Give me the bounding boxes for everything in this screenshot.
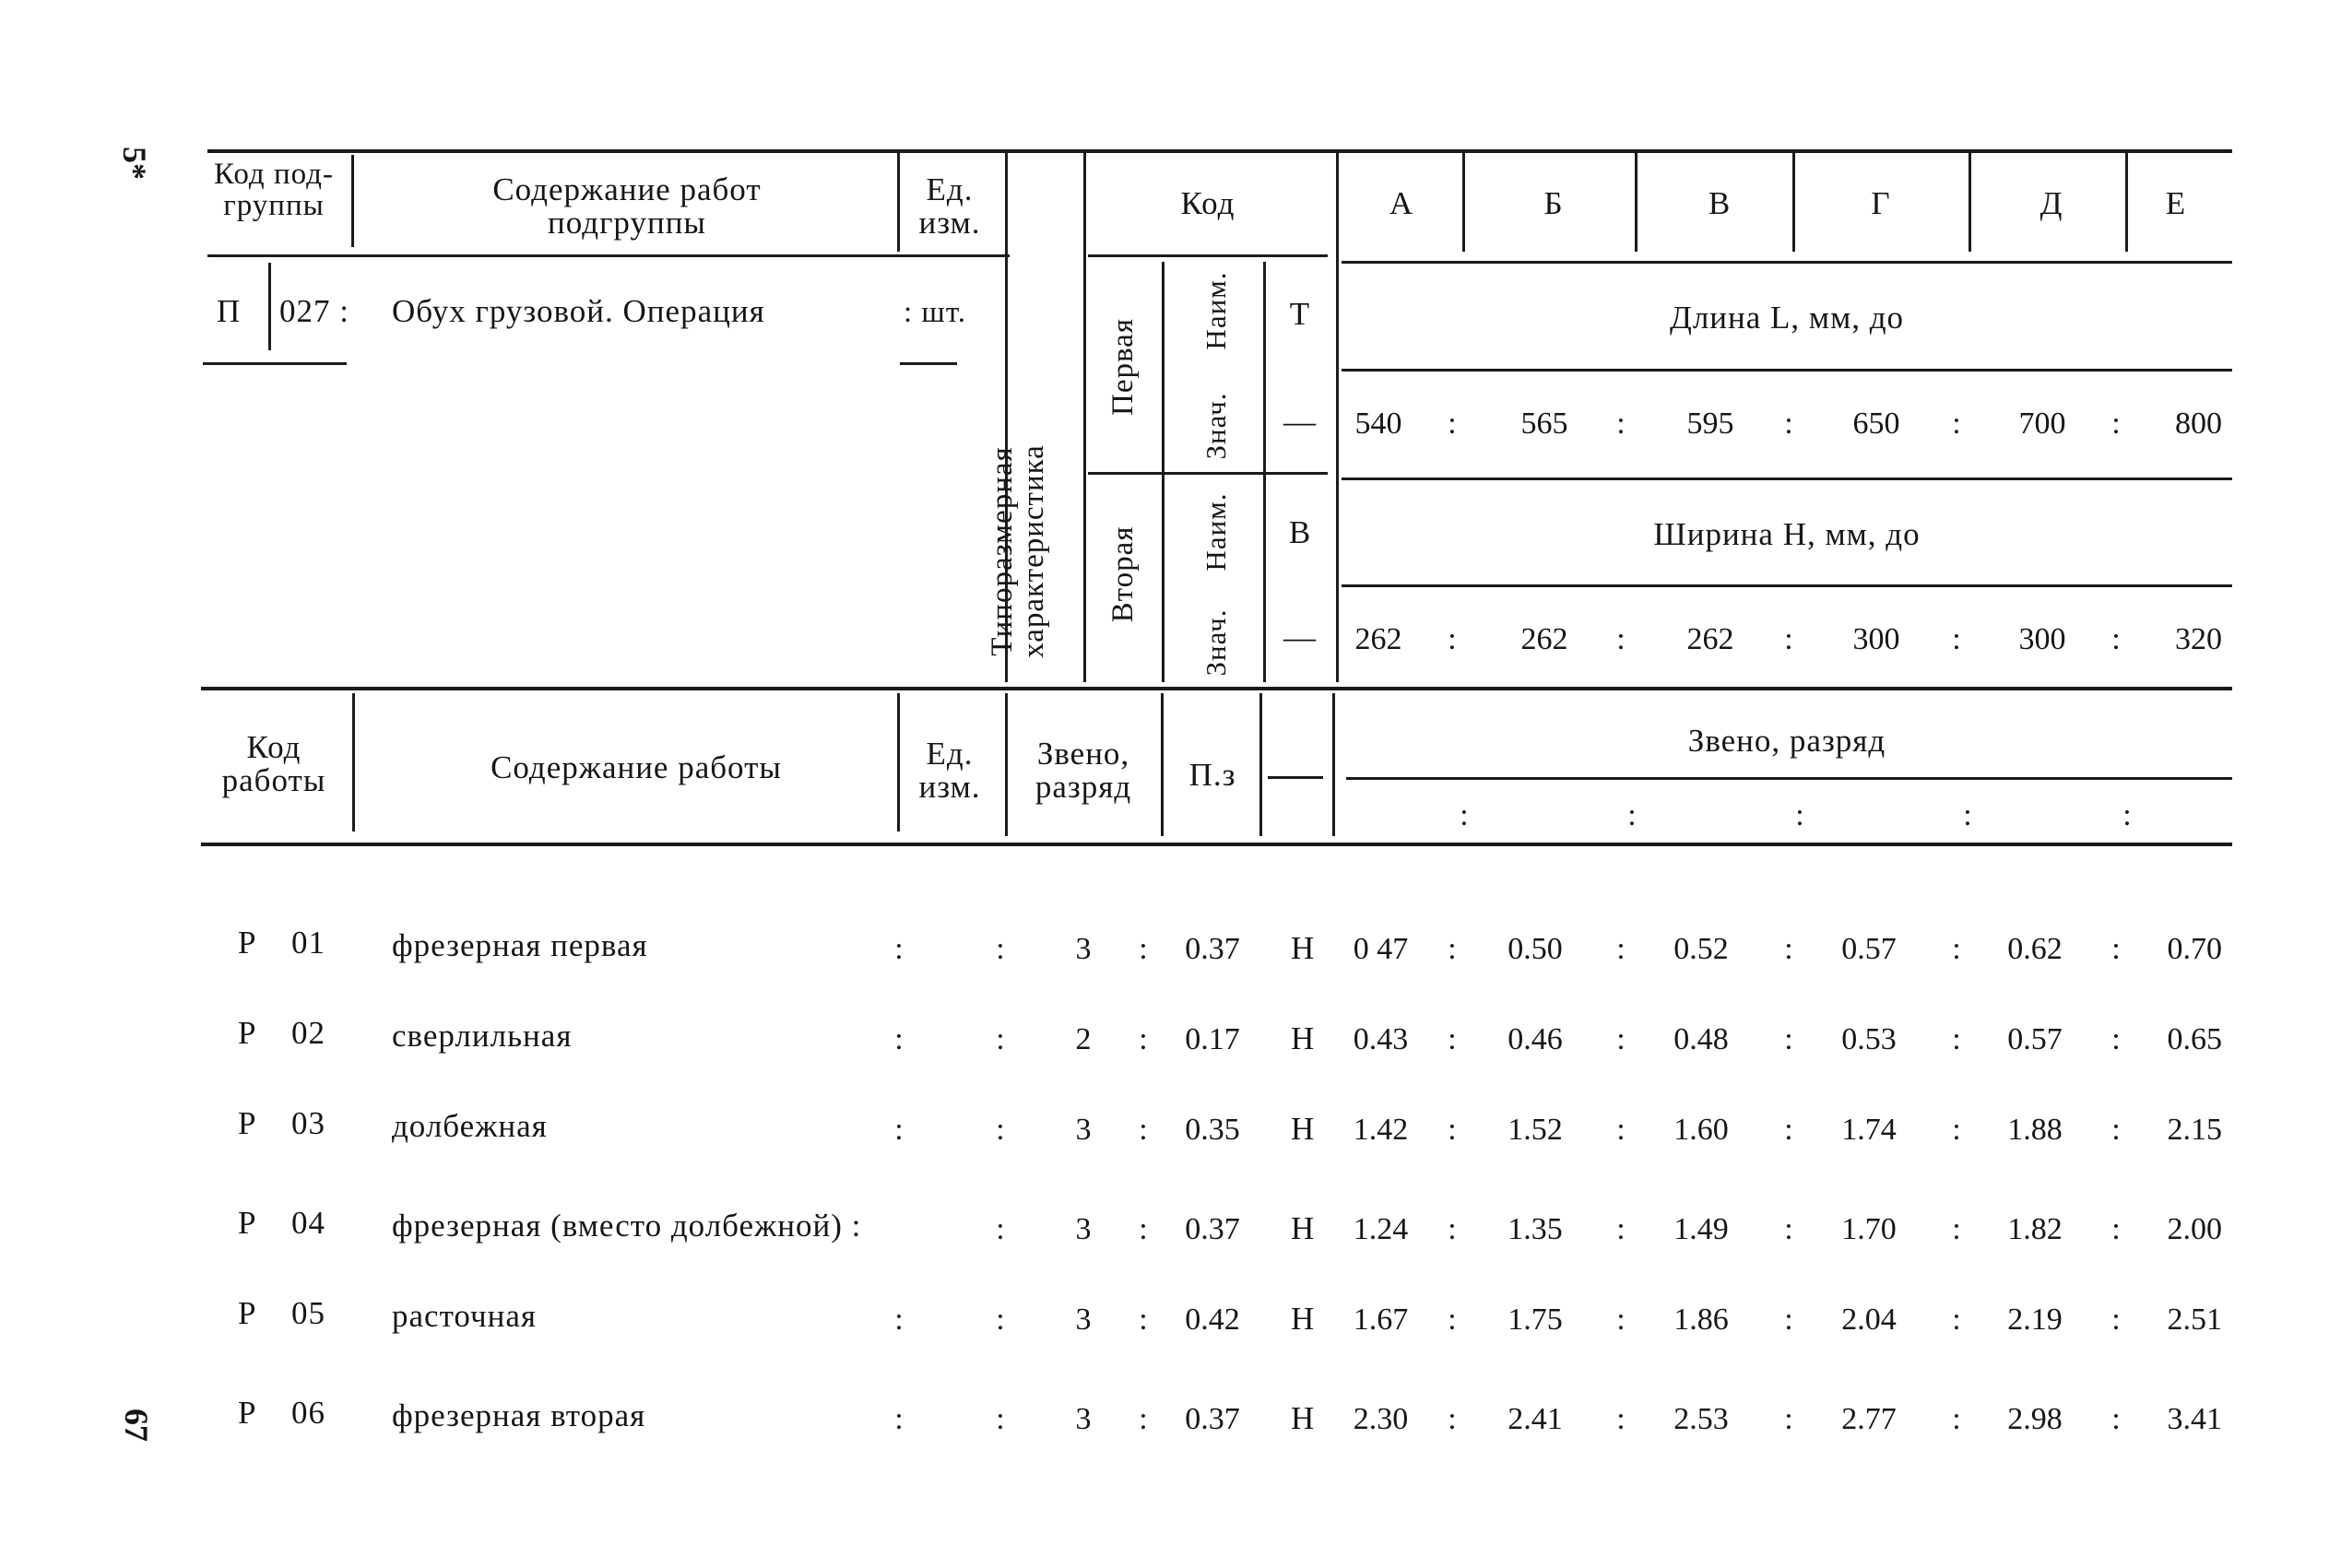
first-code-t: Т (1289, 296, 1311, 332)
subgroup-number: 027 : (279, 293, 349, 329)
second-value-mark: — (1283, 619, 1317, 655)
row-sep-1: : (1448, 932, 1457, 966)
vline-content-unit (897, 152, 900, 252)
page-marker-top: 5* (116, 147, 153, 180)
row-sep-5: : (2111, 1303, 2121, 1337)
row-sep-3: : (1784, 932, 1793, 966)
row-sep-1: : (1448, 1113, 1457, 1147)
row-pz: 0.37 (1185, 932, 1240, 966)
row-sep-1: : (1448, 1022, 1457, 1056)
label-first-name: Наим. (1200, 271, 1232, 350)
row-grade: 3 (1075, 1113, 1092, 1147)
length-value-b: 565 (1520, 407, 1568, 441)
row-sep-3: : (1784, 1113, 1793, 1147)
rule-work-header-top (201, 687, 2232, 690)
row-sep-1: : (1448, 1212, 1457, 1246)
row-sep-2: : (1616, 1402, 1626, 1436)
row-value-4: 0.53 (1841, 1022, 1897, 1056)
column-letter-v: В (1708, 185, 1732, 221)
width-sep-2: : (1616, 622, 1626, 656)
row-sep-3: : (1784, 1022, 1793, 1056)
vline-code-content (351, 155, 354, 247)
width-value-g: 300 (1852, 622, 1900, 656)
header-content-work: Содержание работы (491, 749, 782, 785)
row-sep-2: : (1616, 932, 1626, 966)
row-value-5: 2.19 (2007, 1303, 2063, 1337)
row-value-1: 0.43 (1353, 1022, 1409, 1056)
row-value-3: 1.86 (1673, 1303, 1729, 1337)
row-value-1: 1.42 (1353, 1113, 1409, 1147)
row-sep-name: : (894, 932, 904, 966)
row-grade: 3 (1075, 932, 1092, 966)
row-value-6: 0.65 (2167, 1022, 2222, 1056)
length-value-d: 700 (2018, 407, 2066, 441)
width-sep-1: : (1448, 622, 1457, 656)
length-value-g: 650 (1852, 407, 1900, 441)
row-value-4: 2.77 (1841, 1402, 1897, 1436)
row-value-6: 0.70 (2167, 932, 2222, 966)
row-sep-name: : (894, 1113, 904, 1147)
row-sep-unit: : (996, 1303, 1005, 1337)
hdr-sep-1: : (1460, 798, 1469, 832)
rule-top (207, 149, 2232, 153)
row-sep-2: : (1616, 1303, 1626, 1337)
row-grade: 3 (1075, 1303, 1092, 1337)
row-number: 05 (291, 1295, 325, 1331)
rule-under-kod (1088, 254, 1328, 257)
row-name: фрезерная вторая (392, 1397, 646, 1433)
rule-work-header-bottom (201, 843, 2232, 846)
label-second-name: Наим. (1200, 492, 1232, 572)
rule-under-letters (1342, 261, 2232, 264)
row-letter: Р (238, 1105, 257, 1141)
vline-first-name (1162, 262, 1165, 682)
width-sep-5: : (2111, 622, 2121, 656)
width-value-d: 300 (2018, 622, 2066, 656)
label-second-value: Знач. (1200, 608, 1232, 677)
row-number: 03 (291, 1105, 325, 1141)
row-value-2: 0.46 (1507, 1022, 1563, 1056)
row-sep-unit: : (996, 1113, 1005, 1147)
row-value-3: 0.52 (1673, 932, 1729, 966)
header-code: Код (1180, 185, 1236, 221)
row-sep-grade: : (1139, 1402, 1148, 1436)
row-norm: Н (1291, 930, 1316, 966)
row-norm: Н (1291, 1020, 1316, 1056)
vline-w-code-content (352, 693, 355, 831)
row-sep-grade: : (1139, 1212, 1148, 1246)
row-letter: Р (238, 1205, 257, 1241)
row-norm: Н (1291, 1210, 1316, 1246)
row-sep-2: : (1616, 1113, 1626, 1147)
vline-w-n-values (1332, 693, 1335, 836)
row-letter: Р (238, 1395, 257, 1431)
rule-first-second (1088, 472, 1328, 475)
row-norm: Н (1291, 1400, 1316, 1436)
row-sep-1: : (1448, 1402, 1457, 1436)
vline-w-content-unit (897, 693, 900, 831)
row-sep-grade: : (1139, 1022, 1148, 1056)
row-sep-3: : (1784, 1402, 1793, 1436)
column-letter-d: Д (2040, 185, 2063, 221)
header-code-subgroup: Код под- группы (214, 158, 334, 222)
row-number: 01 (291, 925, 325, 961)
vline-letter-d-e (2125, 152, 2128, 252)
hdr-sep-5: : (2122, 798, 2132, 832)
row-sep-4: : (1952, 1402, 1961, 1436)
row-value-3: 2.53 (1673, 1402, 1729, 1436)
row-sep-2: : (1616, 1022, 1626, 1056)
hdr-sep-3: : (1795, 798, 1804, 832)
vline-w-crew-pz (1161, 693, 1164, 836)
vline-w-pz-n (1259, 693, 1262, 836)
row-sep-unit: : (996, 932, 1005, 966)
row-sep-5: : (2111, 1113, 2121, 1147)
row-value-5: 1.88 (2007, 1113, 2063, 1147)
row-value-4: 0.57 (1841, 932, 1897, 966)
row-value-2: 0.50 (1507, 932, 1563, 966)
row-value-2: 1.35 (1507, 1212, 1563, 1246)
header-crew: Звено, разряд (1035, 736, 1132, 805)
length-value-a: 540 (1354, 407, 1402, 441)
row-value-2: 1.52 (1507, 1113, 1563, 1147)
vline-subgroup-split (268, 263, 271, 350)
column-letter-e: Е (2165, 185, 2187, 221)
row-number: 02 (291, 1015, 325, 1051)
header-pz: П.з (1188, 757, 1236, 793)
row-value-5: 1.82 (2007, 1212, 2063, 1246)
column-letter-a: А (1389, 185, 1414, 221)
subgroup-name: Обух грузовой. Операция (392, 293, 765, 329)
rule-width-values (1342, 584, 2232, 587)
row-pz: 0.17 (1185, 1022, 1240, 1056)
row-letter: Р (238, 1295, 257, 1331)
width-sep-4: : (1952, 622, 1961, 656)
row-grade: 3 (1075, 1212, 1092, 1246)
row-pz: 0.37 (1185, 1402, 1240, 1436)
row-value-4: 1.70 (1841, 1212, 1897, 1246)
rule-under-code-header (207, 254, 1010, 257)
row-value-2: 2.41 (1507, 1402, 1563, 1436)
row-value-6: 2.15 (2167, 1113, 2222, 1147)
length-label: Длина L, мм, до (1669, 300, 1905, 336)
row-letter: Р (238, 925, 257, 961)
row-sep-5: : (2111, 1022, 2121, 1056)
row-letter: Р (238, 1015, 257, 1051)
header-unit-work: Ед. изм. (918, 736, 981, 805)
row-value-4: 1.74 (1841, 1113, 1897, 1147)
first-value-mark: — (1283, 404, 1317, 440)
hdr-sep-2: : (1627, 798, 1637, 832)
vline-name-code (1263, 262, 1266, 682)
row-sep-4: : (1952, 1303, 1961, 1337)
row-value-3: 1.60 (1673, 1113, 1729, 1147)
width-value-a: 262 (1354, 622, 1402, 656)
row-sep-3: : (1784, 1212, 1793, 1246)
row-pz: 0.35 (1185, 1113, 1240, 1147)
row-value-3: 1.49 (1673, 1212, 1729, 1246)
vline-kod-values (1336, 152, 1339, 682)
row-name: фрезерная (вместо долбежной) : (392, 1208, 862, 1244)
rule-under-subgroup-code (203, 362, 347, 365)
vline-letter-v-g (1792, 152, 1795, 252)
vline-w-unit-crew (1005, 693, 1008, 836)
rule-crew-grade-values (1346, 777, 2232, 780)
row-sep-unit: : (996, 1212, 1005, 1246)
row-sep-3: : (1784, 1303, 1793, 1337)
row-value-5: 0.57 (2007, 1022, 2063, 1056)
vline-typesize-kod (1083, 152, 1086, 682)
label-first-value: Знач. (1200, 392, 1232, 460)
row-sep-unit: : (996, 1022, 1005, 1056)
length-sep-4: : (1952, 407, 1961, 441)
row-value-1: 1.24 (1353, 1212, 1409, 1246)
header-crew-grade: Звено, разряд (1687, 723, 1886, 759)
header-content-subgroup: Содержание работ подгруппы (492, 171, 762, 241)
label-typesize-characteristic: Типоразмерная характеристика (986, 444, 1050, 658)
row-sep-1: : (1448, 1303, 1457, 1337)
row-value-1: 0 47 (1353, 932, 1409, 966)
row-sep-4: : (1952, 1113, 1961, 1147)
row-value-1: 2.30 (1353, 1402, 1409, 1436)
width-value-e: 320 (2175, 622, 2222, 656)
header-code-work: Код работы (221, 729, 326, 798)
width-value-v: 262 (1686, 622, 1734, 656)
row-sep-grade: : (1139, 932, 1148, 966)
row-value-5: 0.62 (2007, 932, 2063, 966)
vline-letter-a-b (1462, 152, 1465, 252)
row-sep-unit: : (996, 1402, 1005, 1436)
row-sep-grade: : (1139, 1303, 1148, 1337)
length-sep-2: : (1616, 407, 1626, 441)
row-value-1: 1.67 (1353, 1303, 1409, 1337)
vline-letter-g-d (1969, 152, 1971, 252)
row-sep-name: : (894, 1303, 904, 1337)
rule-length-values (1342, 369, 2232, 371)
width-sep-3: : (1784, 622, 1793, 656)
length-value-e: 800 (2175, 407, 2222, 441)
row-sep-4: : (1952, 932, 1961, 966)
row-grade: 2 (1075, 1022, 1092, 1056)
page-number: 67 (118, 1409, 155, 1442)
column-letter-g: Г (1871, 185, 1891, 221)
subgroup-unit: : шт. (904, 296, 967, 329)
header-unit: Ед. изм. (918, 171, 981, 241)
row-sep-name: : (894, 1022, 904, 1056)
row-number: 06 (291, 1395, 325, 1431)
row-pz: 0.42 (1185, 1303, 1240, 1337)
row-name: сверлильная (392, 1018, 573, 1054)
width-value-b: 262 (1520, 622, 1568, 656)
length-value-v: 595 (1686, 407, 1734, 441)
length-sep-1: : (1448, 407, 1457, 441)
row-sep-5: : (2111, 932, 2121, 966)
row-name: фрезерная первая (392, 927, 648, 963)
row-sep-grade: : (1139, 1113, 1148, 1147)
rule-crew-grade (1268, 776, 1323, 779)
label-first: Первая (1106, 318, 1140, 416)
row-name: долбежная (392, 1108, 548, 1144)
row-value-5: 2.98 (2007, 1402, 2063, 1436)
row-sep-name: : (894, 1402, 904, 1436)
row-grade: 3 (1075, 1402, 1092, 1436)
subgroup-letter: П (217, 293, 242, 329)
vline-letter-b-v (1635, 152, 1638, 252)
length-sep-5: : (2111, 407, 2121, 441)
row-pz: 0.37 (1185, 1212, 1240, 1246)
row-norm: Н (1291, 1111, 1316, 1147)
row-value-4: 2.04 (1841, 1303, 1897, 1337)
row-value-6: 3.41 (2167, 1402, 2222, 1436)
length-sep-3: : (1784, 407, 1793, 441)
row-sep-5: : (2111, 1402, 2121, 1436)
row-sep-4: : (1952, 1212, 1961, 1246)
width-label: Ширина H, мм, до (1653, 516, 1921, 552)
row-name: расточная (392, 1298, 537, 1334)
row-value-6: 2.51 (2167, 1303, 2222, 1337)
rule-width-label (1342, 477, 2232, 480)
column-letter-b: Б (1543, 185, 1564, 221)
row-sep-2: : (1616, 1212, 1626, 1246)
label-second: Вторая (1106, 525, 1140, 623)
hdr-sep-4: : (1963, 798, 1972, 832)
rule-under-subgroup-unit (900, 362, 957, 365)
row-sep-4: : (1952, 1022, 1961, 1056)
row-value-2: 1.75 (1507, 1303, 1563, 1337)
row-number: 04 (291, 1205, 325, 1241)
row-norm: Н (1291, 1301, 1316, 1337)
row-value-6: 2.00 (2167, 1212, 2222, 1246)
second-code-v: В (1288, 514, 1312, 550)
row-value-3: 0.48 (1673, 1022, 1729, 1056)
row-sep-5: : (2111, 1212, 2121, 1246)
